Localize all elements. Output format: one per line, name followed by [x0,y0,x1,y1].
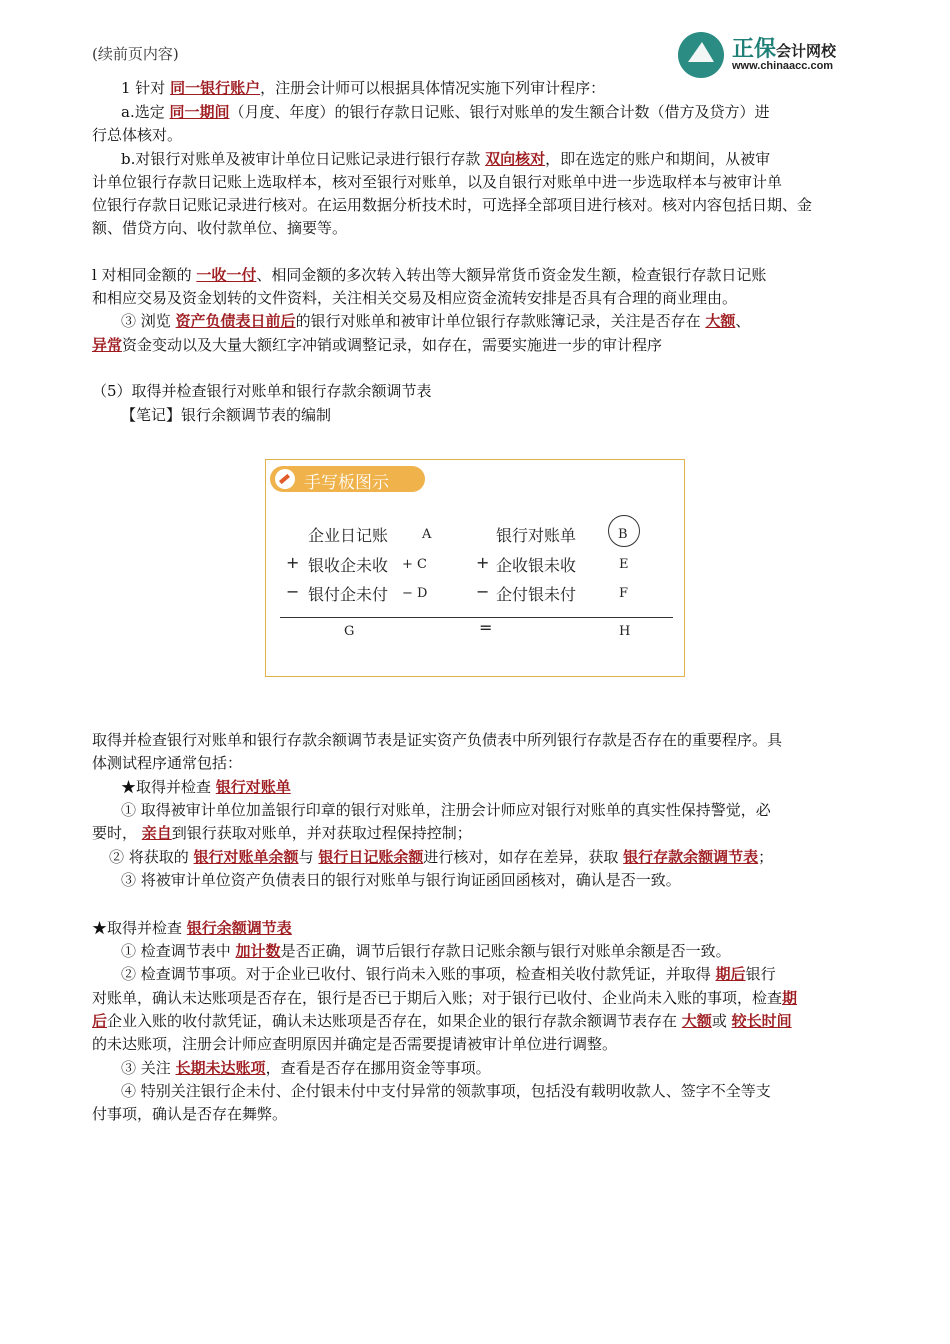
paragraph-line: 和相应交易及资金划转的文件资料，关注相关交易及相应资金流转安排是否具有合理的商业理由。 [92,289,738,307]
label-a: A [422,527,432,542]
left-add-text: 银收企未收 [308,556,389,575]
board-tag: 手写板图示 [270,466,425,492]
section-title: （5）取得并检查银行对账单和银行存款余额调节表 [92,382,432,400]
paragraph-line: ③ 浏览 资产负债表日前后的银行对账单和被审计单位银行存款账簿记录，关注是否存在 大额、 [121,312,751,330]
handwriting-board [265,459,685,677]
paragraph-line: 位银行存款日记账记录进行核对。在运用数据分析技术时，可选择全部项目进行核对。核对内容包括日期、金 [92,196,813,214]
logo-url: www.chinaacc.com [732,60,834,72]
label-f: F [619,586,629,601]
list-item: ④ 特别关注银行企未付、企付银未付中支付异常的领款事项，包括没有载明收款人、签字不全等支 [121,1082,771,1100]
logo-text: 正保会计网校 [732,37,837,62]
total-rule [280,617,673,618]
paragraph-line: 取得并检查银行对账单和银行存款余额调节表是证实资产负债表中所列银行存款是否存在的重要程序。具 [92,731,783,749]
list-item: ③ 将被审计单位资产负债表日的银行对账单与银行询证函回函核对，确认是否一致。 [121,871,681,889]
list-item: ③ 关注 长期未达账项，查看是否存在挪用资金等事项。 [121,1059,491,1077]
paragraph-line: 计单位银行存款日记账上选取样本，核对至银行对账单，以及自银行对账单中进一步选取样本与被审计单 [92,173,783,191]
logo-icon [678,32,724,78]
equals-sign: = [479,618,493,637]
right-add-text: 企收银未收 [496,556,577,575]
star-heading: ★取得并检查 银行对账单 [121,778,291,796]
list-item: 对账单，确认未达账项是否存在，银行是否已于期后入账；对于银行已收付、企业尚未入账的事项，检查期 [92,989,798,1007]
note-label: 【笔记】银行余额调节表的编制 [121,406,332,424]
list-item: ② 将获取的 银行对账单余额与 银行日记账余额进行核对，如存在差异，获取 银行存款余额调节表； [109,848,774,866]
paragraph-line: 体测试程序通常包括： [92,754,243,772]
left-sub-text: 银付企未付 [308,585,389,604]
label-g: G [344,624,355,639]
paragraph-line: b.对银行对账单及被审计单位日记账记录进行银行存款 双向核对，即在选定的账户和期间，从被审 [121,150,771,168]
paragraph-line: 异常资金变动以及大量大额红字冲销或调整记录，如存在，需要实施进一步的审计程序 [92,336,663,354]
star-heading: ★取得并检查 银行余额调节表 [92,919,292,937]
label-b: B [618,527,628,542]
left-title: 企业日记账 [308,526,389,545]
list-item: 付事项，确认是否存在舞弊。 [92,1105,288,1123]
paragraph-line: 行总体核对。 [92,126,183,144]
list-item: 后企业入账的收付款凭证，确认未达账项是否存在，如果企业的银行存款余额调节表存在 大额或 较长时间 [92,1012,792,1030]
plus-sign: + [476,553,490,572]
site-logo[interactable] [678,30,868,80]
label-c: + C [402,557,427,572]
list-item: ① 检查调节表中 加计数是否正确，调节后银行存款日记账余额与银行对账单余额是否一致。 [121,942,731,960]
list-item: ① 取得被审计单位加盖银行印章的银行对账单，注册会计师应对银行对账单的真实性保持警觉，必 [121,801,771,819]
minus-sign: − [286,582,300,601]
plus-sign: + [286,553,300,572]
list-item: ② 检查调节事项。对于企业已收付、银行尚未入账的事项，检查相关收付款凭证，并取得 期后银行 [121,965,776,983]
label-h: H [619,624,631,639]
paragraph-line: 1 针对 同一银行账户，注册会计师可以根据具体情况实施下列审计程序： [121,79,606,97]
paragraph-line: 额、借贷方向、收付款单位、摘要等。 [92,219,348,237]
right-title: 银行对账单 [496,526,577,545]
paragraph-line: a.选定 同一期间（月度、年度）的银行存款日记账、银行对账单的发生额合计数（借方及贷方）进 [121,103,770,121]
list-item: 的未达账项，注册会计师应查明原因并确定是否需要提请被审计单位进行调整。 [92,1035,618,1053]
label-e: E [619,557,629,572]
paragraph-line: l 对相同金额的 一收一付、相同金额的多次转入转出等大额异常货币资金发生额，检查银行存款日记账 [92,266,767,284]
list-item: 要时， 亲自到银行获取对账单，并对获取过程保持控制； [92,824,472,842]
right-sub-text: 企付银未付 [496,585,577,604]
pencil-icon [275,469,295,489]
cut-off-text: (续前页内容) [92,45,179,63]
minus-sign: − [476,582,490,601]
label-d: − D [402,586,428,601]
